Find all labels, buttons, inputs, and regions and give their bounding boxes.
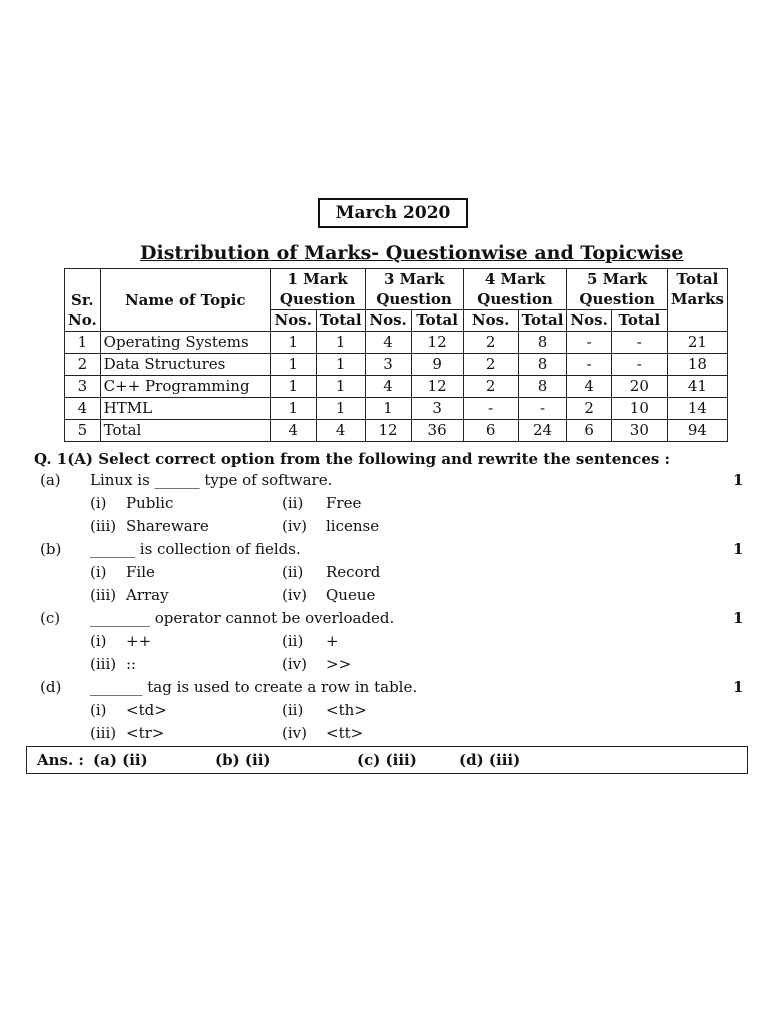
cell-sr-no: 1 — [65, 332, 101, 354]
option-text: <th> — [326, 701, 367, 719]
cell-topic: C++ Programming — [100, 376, 270, 398]
table-row — [65, 354, 728, 376]
cell-total-marks: 21 — [667, 332, 727, 354]
cell-1m-total: 4 — [316, 420, 365, 442]
cell-sr-no: 5 — [65, 420, 101, 442]
option-text: Queue — [326, 586, 376, 604]
option-number: (iii) — [90, 586, 117, 604]
question-marks: 1 — [733, 678, 744, 696]
header-total-marks: Total Marks — [667, 269, 727, 332]
option-text: Shareware — [126, 517, 209, 535]
header-1-mark: 1 Mark Question — [270, 269, 365, 310]
question-letter: (b) — [40, 540, 62, 558]
option-number: (i) — [90, 701, 107, 719]
cell-3m-nos: 3 — [365, 354, 411, 376]
cell-5m-nos: - — [567, 354, 611, 376]
cell-5m-total: 10 — [611, 398, 667, 420]
cell-3m-total: 9 — [411, 354, 463, 376]
question-text: ________ operator cannot be overloaded. — [90, 609, 395, 627]
question-text: ______ is collection of fields. — [90, 540, 301, 558]
header-total: Total — [518, 310, 567, 332]
cell-sr-no: 3 — [65, 376, 101, 398]
cell-3m-total: 3 — [411, 398, 463, 420]
cell-4m-total: 24 — [518, 420, 567, 442]
cell-5m-total: - — [611, 354, 667, 376]
option-number: (ii) — [282, 494, 304, 512]
cell-1m-nos: 1 — [270, 354, 316, 376]
answer-c: (c) (iii) — [357, 751, 417, 769]
question-text: Linux is ______ type of software. — [90, 471, 333, 489]
question-item — [0, 678, 768, 746]
option-number: (iv) — [282, 586, 307, 604]
cell-1m-total: 1 — [316, 376, 365, 398]
table-body — [65, 332, 728, 442]
option-row — [0, 632, 768, 654]
header-sr-no: Sr. No. — [65, 269, 101, 332]
cell-3m-nos: 12 — [365, 420, 411, 442]
option-number: (ii) — [282, 563, 304, 581]
cell-1m-total: 1 — [316, 354, 365, 376]
option-text: <tt> — [326, 724, 364, 742]
table-header-row-1 — [65, 269, 728, 310]
option-number: (iv) — [282, 517, 307, 535]
cell-4m-total: 8 — [518, 332, 567, 354]
cell-1m-total: 1 — [316, 332, 365, 354]
option-number: (iii) — [90, 517, 117, 535]
cell-3m-total: 12 — [411, 376, 463, 398]
option-text: Record — [326, 563, 381, 581]
cell-3m-nos: 4 — [365, 332, 411, 354]
cell-4m-total: 8 — [518, 354, 567, 376]
question-letter: (c) — [40, 609, 61, 627]
header-nos: Nos. — [270, 310, 316, 332]
answer-box — [26, 746, 748, 774]
option-text: <td> — [126, 701, 167, 719]
option-number: (i) — [90, 563, 107, 581]
table-row — [65, 376, 728, 398]
question-letter: (d) — [40, 678, 62, 696]
cell-1m-nos: 1 — [270, 376, 316, 398]
option-number: (ii) — [282, 632, 304, 650]
cell-4m-total: 8 — [518, 376, 567, 398]
cell-5m-total: 20 — [611, 376, 667, 398]
cell-1m-total: 1 — [316, 398, 365, 420]
cell-4m-nos: 2 — [463, 376, 518, 398]
cell-4m-nos: - — [463, 398, 518, 420]
question-heading: Q. 1(A) Select correct option from the following and rewrite the sentences : — [34, 450, 671, 468]
table-row — [65, 332, 728, 354]
header-topic: Name of Topic — [100, 269, 270, 332]
cell-5m-nos: 6 — [567, 420, 611, 442]
option-text: Free — [326, 494, 362, 512]
header-total: Total — [316, 310, 365, 332]
question-marks: 1 — [733, 471, 744, 489]
header-nos: Nos. — [463, 310, 518, 332]
page-title: Distribution of Marks- Questionwise and Topicwise — [140, 242, 684, 264]
cell-4m-nos: 6 — [463, 420, 518, 442]
cell-5m-nos: - — [567, 332, 611, 354]
option-text: license — [326, 517, 380, 535]
cell-topic: Data Structures — [100, 354, 270, 376]
cell-3m-nos: 1 — [365, 398, 411, 420]
header-3-mark: 3 Mark Question — [365, 269, 463, 310]
option-row — [0, 586, 768, 608]
option-number: (i) — [90, 632, 107, 650]
cell-4m-total: - — [518, 398, 567, 420]
option-row — [0, 701, 768, 723]
cell-4m-nos: 2 — [463, 354, 518, 376]
option-number: (ii) — [282, 701, 304, 719]
question-item — [0, 609, 768, 677]
cell-3m-total: 36 — [411, 420, 463, 442]
cell-total-marks: 14 — [667, 398, 727, 420]
header-total: Total — [411, 310, 463, 332]
question-item — [0, 540, 768, 608]
cell-topic: Total — [100, 420, 270, 442]
cell-5m-nos: 2 — [567, 398, 611, 420]
question-marks: 1 — [733, 540, 744, 558]
cell-1m-nos: 1 — [270, 332, 316, 354]
option-row — [0, 494, 768, 516]
cell-1m-nos: 4 — [270, 420, 316, 442]
answer-b: (b) (ii) — [215, 751, 271, 769]
question-text: _______ tag is used to create a row in table. — [90, 678, 418, 696]
cell-3m-total: 12 — [411, 332, 463, 354]
date-box: March 2020 — [318, 198, 468, 228]
option-number: (iv) — [282, 655, 307, 673]
header-4-mark: 4 Mark Question — [463, 269, 567, 310]
question-item — [0, 471, 768, 539]
cell-sr-no: 2 — [65, 354, 101, 376]
option-text: >> — [326, 655, 352, 673]
option-text: <tr> — [126, 724, 165, 742]
table-row — [65, 420, 728, 442]
answer-a: (a) (ii) — [93, 751, 148, 769]
cell-5m-nos: 4 — [567, 376, 611, 398]
option-text: :: — [126, 655, 137, 673]
cell-topic: HTML — [100, 398, 270, 420]
cell-total-marks: 94 — [667, 420, 727, 442]
cell-total-marks: 18 — [667, 354, 727, 376]
cell-3m-nos: 4 — [365, 376, 411, 398]
cell-4m-nos: 2 — [463, 332, 518, 354]
option-number: (i) — [90, 494, 107, 512]
option-text: Public — [126, 494, 174, 512]
header-nos: Nos. — [567, 310, 611, 332]
option-row — [0, 517, 768, 539]
marks-distribution-table — [64, 268, 728, 442]
answer-d: (d) (iii) — [459, 751, 521, 769]
option-row — [0, 655, 768, 677]
option-text: ++ — [126, 632, 152, 650]
answer-label: Ans. : — [37, 751, 84, 769]
option-number: (iii) — [90, 655, 117, 673]
table-row — [65, 398, 728, 420]
option-text: + — [326, 632, 339, 650]
cell-total-marks: 41 — [667, 376, 727, 398]
option-number: (iii) — [90, 724, 117, 742]
option-text: File — [126, 563, 155, 581]
cell-sr-no: 4 — [65, 398, 101, 420]
cell-5m-total: - — [611, 332, 667, 354]
header-total: Total — [611, 310, 667, 332]
question-letter: (a) — [40, 471, 61, 489]
option-row — [0, 724, 768, 746]
header-nos: Nos. — [365, 310, 411, 332]
question-marks: 1 — [733, 609, 744, 627]
option-row — [0, 563, 768, 585]
option-text: Array — [126, 586, 169, 604]
cell-1m-nos: 1 — [270, 398, 316, 420]
header-5-mark: 5 Mark Question — [567, 269, 667, 310]
cell-5m-total: 30 — [611, 420, 667, 442]
option-number: (iv) — [282, 724, 307, 742]
cell-topic: Operating Systems — [100, 332, 270, 354]
